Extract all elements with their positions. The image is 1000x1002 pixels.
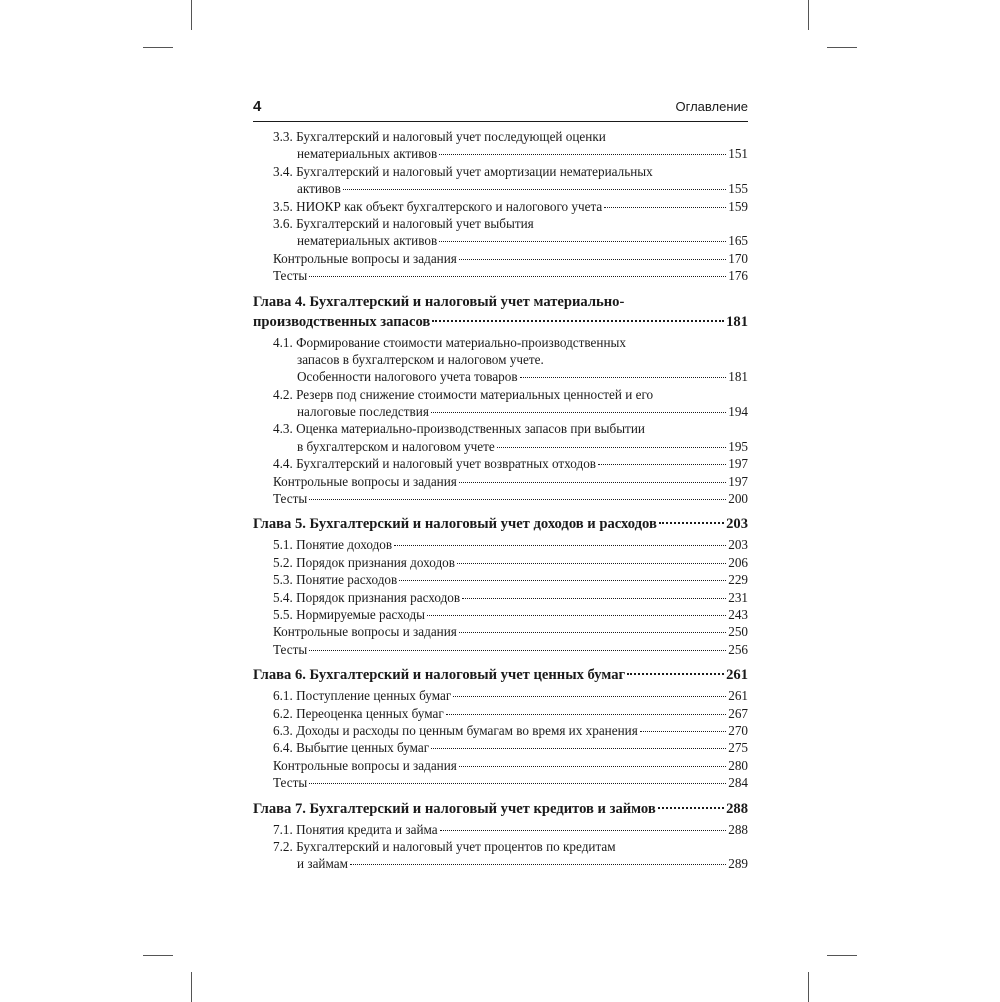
toc-entry-title: 3.6. Бухгалтерский и налоговый учет выбытия [273,215,534,231]
crop-mark [191,972,192,1002]
toc-entry[interactable] [273,267,748,284]
toc-page-number: 197 [728,456,748,472]
toc-entry[interactable] [273,722,748,739]
toc-entry-title: запасов в бухгалтерском и налоговом учете. [297,351,544,367]
toc-page-number: 270 [728,722,748,738]
toc-chapter-title: Глава 6. Бухгалтерский и налоговый учет ценных бумаг [253,667,626,684]
toc-entry-title: 5.5. Нормируемые расходы [273,606,426,622]
toc-entry-title: 5.4. Порядок признания расходов [273,589,461,605]
toc-entry-title: Особенности налогового учета товаров [297,369,518,385]
toc-chapter[interactable] [253,292,748,332]
page-number: 4 [253,98,262,115]
toc-entry[interactable] [273,490,748,507]
toc-entry-title: активов [297,181,341,197]
toc-entry-title: и займам [297,856,348,872]
toc-entry[interactable] [273,198,748,215]
toc-page-number: 165 [728,233,748,249]
toc-entry-title: 5.3. Понятие расходов [273,572,398,588]
toc-page-number: 250 [728,624,748,640]
toc-entry[interactable] [273,473,748,490]
toc-page-number: 261 [728,688,748,704]
toc-page-number: 159 [728,198,748,214]
toc-entry[interactable] [273,334,748,386]
toc-entry[interactable] [273,821,748,838]
crop-mark [191,0,192,30]
toc-page-number: 200 [728,491,748,507]
toc-entry-title: 7.1. Понятия кредита и займа [273,821,438,837]
toc-page-number: 280 [728,757,748,773]
table-of-contents [253,128,748,873]
toc-page-number: 289 [728,856,748,872]
toc-entry-title: 3.5. НИОКР как объект бухгалтерского и налогового учета [273,198,603,214]
toc-page-number: 151 [728,146,748,162]
toc-entry[interactable] [273,163,748,198]
header-rule [253,121,748,122]
toc-chapter-title: Глава 5. Бухгалтерский и налоговый учет доходов и расходов [253,516,657,533]
toc-page-number: 275 [728,740,748,756]
toc-chapter[interactable] [253,799,748,819]
toc-entry[interactable] [273,571,748,588]
toc-entry-title: 6.4. Выбытие ценных бумаг [273,740,430,756]
toc-entry[interactable] [273,739,748,756]
toc-chapter[interactable] [253,514,748,534]
toc-entry-title: Контрольные вопросы и задания [273,250,457,266]
toc-entry[interactable] [273,589,748,606]
toc-entry-title: 4.2. Резерв под снижение стоимости материальных ценностей и его [273,386,654,402]
toc-page-number: 206 [728,554,748,570]
toc-entry-title: Тесты [273,775,308,791]
toc-page-number: 170 [728,250,748,266]
toc-page-number: 284 [728,775,748,791]
toc-entry[interactable] [273,128,748,163]
toc-entry-title: налоговые последствия [297,404,429,420]
crop-mark [827,47,857,48]
toc-page-number: 256 [728,641,748,657]
toc-entry-title: Контрольные вопросы и задания [273,757,457,773]
toc-entry-title: Тесты [273,491,308,507]
toc-chapter-title: производственных запасов [253,313,431,330]
toc-page-number: 176 [728,268,748,284]
toc-entry-title: 6.2. Переоценка ценных бумаг [273,705,444,721]
toc-entry-title: 3.3. Бухгалтерский и налоговый учет последующей оценки [273,129,606,144]
toc-entry[interactable] [273,386,748,421]
toc-page-number: 231 [728,589,748,605]
toc-page-number: 203 [728,537,748,553]
toc-entry-title: 3.4. Бухгалтерский и налоговый учет амортизации нематериальных [273,163,653,179]
crop-mark [143,47,173,48]
running-head: Оглавление [675,99,748,114]
toc-page-number: 203 [726,516,748,533]
toc-entry[interactable] [273,623,748,640]
toc-page-number: 181 [726,313,748,330]
toc-entry-title: Контрольные вопросы и задания [273,624,457,640]
toc-page-number: 195 [728,438,748,454]
toc-entry[interactable] [273,774,748,791]
crop-mark [808,972,809,1002]
toc-entry-title: нематериальных активов [297,146,438,162]
toc-entry-title: в бухгалтерском и налоговом учете [297,438,495,454]
toc-entry-title: 5.1. Понятие доходов [273,537,393,553]
toc-entry-title: Тесты [273,641,308,657]
toc-chapter[interactable] [253,665,748,685]
crop-mark [808,0,809,30]
toc-entry-title: нематериальных активов [297,233,438,249]
toc-entry[interactable] [273,455,748,472]
toc-entry-title: 7.2. Бухгалтерский и налоговый учет процентов по кредитам [273,838,616,854]
toc-page-number: 288 [726,800,748,817]
toc-entry-title: 6.1. Поступление ценных бумаг [273,688,452,704]
toc-entry[interactable] [273,554,748,571]
toc-page-number: 181 [728,369,748,385]
toc-page-number: 197 [728,473,748,489]
toc-entry[interactable] [273,705,748,722]
toc-entry[interactable] [273,420,748,455]
toc-entry[interactable] [273,215,748,250]
crop-mark [827,955,857,956]
toc-chapter-title: Глава 4. Бухгалтерский и налоговый учет материально- [253,293,625,310]
toc-entry[interactable] [273,757,748,774]
toc-chapter-title: Глава 7. Бухгалтерский и налоговый учет кредитов и займов [253,800,656,817]
toc-entry[interactable] [273,536,748,553]
toc-page-number: 194 [728,404,748,420]
toc-page-number: 288 [728,821,748,837]
toc-entry-title: Контрольные вопросы и задания [273,473,457,489]
toc-entry-title: Тесты [273,268,308,284]
toc-entry[interactable] [273,606,748,623]
toc-page-number: 155 [728,181,748,197]
toc-entry-title: 4.4. Бухгалтерский и налоговый учет возвратных отходов [273,456,597,472]
toc-entry-title: 4.3. Оценка материально-производственных запасов при выбытии [273,421,645,437]
page-header [253,98,748,120]
toc-page-number: 229 [728,572,748,588]
toc-entry[interactable] [273,250,748,267]
toc-page-number: 261 [726,667,748,684]
toc-entry-title: 6.3. Доходы и расходы по ценным бумагам во время их хранения [273,722,638,738]
toc-page-number: 267 [728,705,748,721]
toc-entry[interactable] [273,641,748,658]
toc-entry-title: 5.2. Порядок признания доходов [273,554,455,570]
toc-entry-title: 4.1. Формирование стоимости материально-производственных [273,334,626,350]
toc-entry[interactable] [273,687,748,704]
crop-mark [143,955,173,956]
toc-page-number: 243 [728,606,748,622]
toc-entry[interactable] [273,838,748,873]
